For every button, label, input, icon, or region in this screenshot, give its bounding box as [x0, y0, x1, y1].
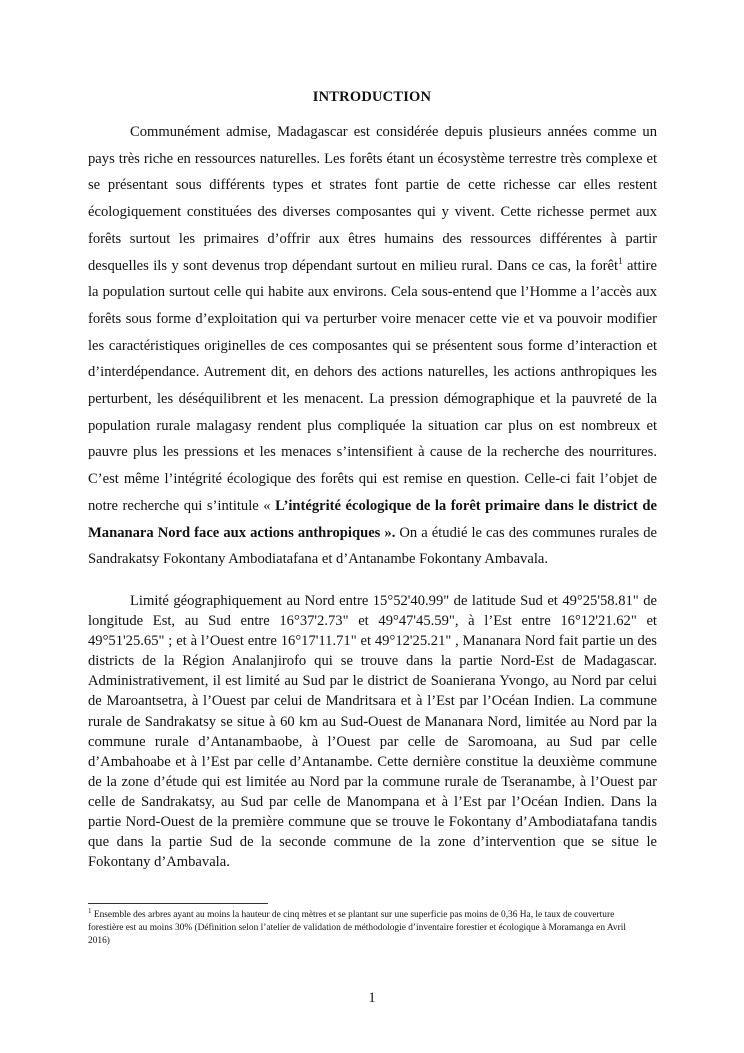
- footnote-text: Ensemble des arbres ayant au moins la hauteur de cinq mètres et se plantant sur une superficie pas moins de 0,36 Ha, le taux de couverture forestière est au moins 30% (Définition selon l’atelier de validation de méthodologie d’inventaire forestier et écologique à Moramanga en Avril 2016): [88, 910, 626, 946]
- study-title-bold: L’intégrité écologique de la forêt primaire dans le district de Mananara Nord face aux actions anthropiques ».: [88, 497, 657, 541]
- paragraph-1-text-c: On a étudié le cas des communes rurales de Sandrakatsy Fokontany Ambodiatafana et d’Antanambe Fokontany Ambavala.: [88, 524, 657, 568]
- intro-paragraph-1: [88, 119, 657, 573]
- footnote: [88, 906, 648, 948]
- intro-paragraph-2: [88, 591, 657, 872]
- paragraph-2-text: Limité géographiquement au Nord entre 15°52'40.99" de latitude Sud et 49°25'58.81" de longitude Est, au Sud entre 16°37'2.73" et 49°47'45.59", à l’Est entre 16°12'21.62" et 49°51'25.65" ; et à l’Ouest entre 16°17'11.71" et 49°12'25.21" , Mananara Nord fait partie un des districts de la Région Analanjirofo qui se trouve dans la partie Nord-Est de Madagascar. Administrativement, il est limité au Sud par le district de Soanierana Yvongo, au Nord par celui de Maroantsetra, à l’Ouest par celui de Mandritsara et à l’Est par l’Océan Indien. La commune rurale de Sandrakatsy se situe à 60 km au Sud-Ouest de Mananara Nord, limitée au Nord par la commune rurale d’Antanambaobe, à l’Ouest par celle de Saromoana, au Sud par celle d’Ambahoabe et à l’Est par celle d’Antanambe. Cette dernière constitue la deuxième commune de la zone d’étude qui est limitée au Nord par la commune rurale de Tseranambe, à l’Ouest par celle de Sandrakatsy, au Sud par celle de Manompana et à l’Est par l’Océan Indien. Dans la partie Nord-Ouest de la première commune que se trouve le Fokontany d’Ambodiatafana tandis que dans la partie Sud de la seconde commune de la zone d’intervention que se situe le Fokontany d’Ambavala.: [88, 593, 657, 871]
- page-number: 1: [368, 990, 376, 1006]
- paragraph-1-text-a: Communément admise, Madagascar est considérée depuis plusieurs années comme un pays très riche en ressources naturelles. Les forêts étant un écosystème terrestre très complexe et se présentant sous différents types et strates font partie de cette richesse car elles restent écologiquement constituées des diverses composantes qui y vivent. Cette richesse permet aux forêts surtout les primaires d’offrir aux êtres humains des ressources différentes à partir desquelles ils y sont devenus trop dépendant surtout en milieu rural. Dans ce cas, la forêt: [88, 124, 657, 274]
- footnote-reference[interactable]: 1: [618, 255, 623, 266]
- page-title: INTRODUCTION: [312, 89, 432, 105]
- footnote-mark: 1: [88, 906, 92, 915]
- paragraph-1-text-b: attire la population surtout celle qui habite aux environs. Cela sous-entend que l’Homme a l’accès aux forêts sous forme d’exploitation qui va perturber voire menacer cette vie et va pouvoir modifier les caractéristiques originelles de ces composantes qui se présentent sous forme d’interaction et d’interdépendance. Autrement dit, en dehors des actions naturelles, les actions anthropiques les perturbent, les déséquilibrent et les menacent. La pression démographique et la pauvreté de la population rurale malagasy rendent plus compliquée la situation car plus on est nombreux et pauvre plus les pressions et les menaces s’intensifient à cause de la recherche des nourritures. C’est même l’intégrité écologique des forêts qui est remise en question. Celle-ci fait l’objet de notre recherche qui s’intitule «: [88, 257, 657, 514]
- footnote-separator: [88, 903, 268, 904]
